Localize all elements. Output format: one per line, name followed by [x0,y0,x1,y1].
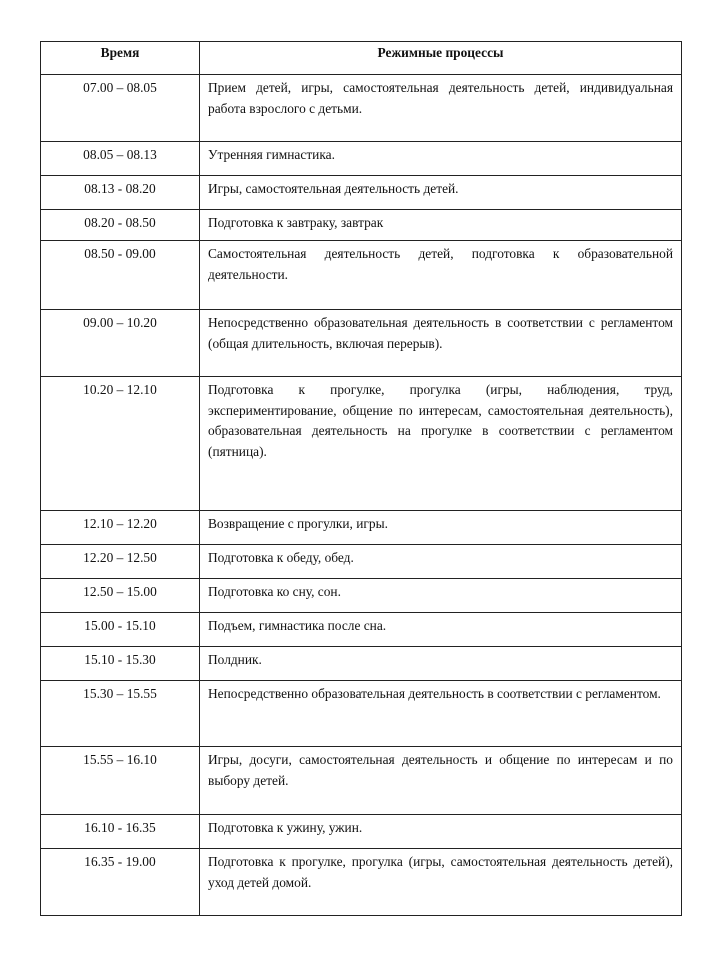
table-row [41,849,682,916]
schedule-table [40,41,682,916]
table-row [41,681,682,747]
process-cell: Возвращение с прогулки, игры. [200,511,682,545]
time-cell: 16.10 - 16.35 [41,815,200,849]
process-cell: Подготовка к прогулке, прогулка (игры, наблюдения, труд, экспериментирование, общение по интересам, самостоятельная деятельность), образовательная деятельность на прогулке в соответствии с регламентом (пятница). [200,377,682,511]
process-cell: Игры, досуги, самостоятельная деятельность и общение по интересам и по выбору детей. [200,747,682,815]
process-cell: Подготовка к обеду, обед. [200,545,682,579]
time-cell: 12.10 – 12.20 [41,511,200,545]
table-row [41,511,682,545]
table-row [41,176,682,210]
table-row [41,310,682,377]
table-row [41,142,682,176]
process-cell: Полдник. [200,647,682,681]
process-cell: Подготовка ко сну, сон. [200,579,682,613]
process-cell: Непосредственно образовательная деятельность в соответствии с регламентом (общая длительность, включая перерыв). [200,310,682,377]
process-cell: Подъем, гимнастика после сна. [200,613,682,647]
time-cell: 15.00 - 15.10 [41,613,200,647]
time-cell: 09.00 – 10.20 [41,310,200,377]
process-cell: Утренняя гимнастика. [200,142,682,176]
table-row [41,747,682,815]
process-cell: Прием детей, игры, самостоятельная деятельность детей, индивидуальная работа взрослого с детьми. [200,75,682,142]
table-row [41,579,682,613]
table-row [41,210,682,241]
time-cell: 12.50 – 15.00 [41,579,200,613]
table-row [41,241,682,310]
table-row [41,545,682,579]
table-row [41,815,682,849]
header-row [41,42,682,75]
time-cell: 07.00 – 08.05 [41,75,200,142]
process-cell: Игры, самостоятельная деятельность детей. [200,176,682,210]
time-cell: 15.55 – 16.10 [41,747,200,815]
table-row [41,647,682,681]
table-row [41,377,682,511]
process-cell: Подготовка к завтраку, завтрак [200,210,682,241]
time-cell: 08.20 - 08.50 [41,210,200,241]
table-row [41,75,682,142]
header-time: Время [41,42,200,75]
process-cell: Подготовка к прогулке, прогулка (игры, самостоятельная деятельность детей), уход детей домой. [200,849,682,916]
process-cell: Непосредственно образовательная деятельность в соответствии с регламентом. [200,681,682,747]
time-cell: 10.20 – 12.10 [41,377,200,511]
time-cell: 15.30 – 15.55 [41,681,200,747]
time-cell: 08.13 - 08.20 [41,176,200,210]
time-cell: 08.50 - 09.00 [41,241,200,310]
time-cell: 12.20 – 12.50 [41,545,200,579]
process-cell: Подготовка к ужину, ужин. [200,815,682,849]
time-cell: 15.10 - 15.30 [41,647,200,681]
table-row [41,613,682,647]
time-cell: 08.05 – 08.13 [41,142,200,176]
time-cell: 16.35 - 19.00 [41,849,200,916]
header-processes: Режимные процессы [200,42,682,75]
process-cell: Самостоятельная деятельность детей, подготовка к образовательной деятельности. [200,241,682,310]
